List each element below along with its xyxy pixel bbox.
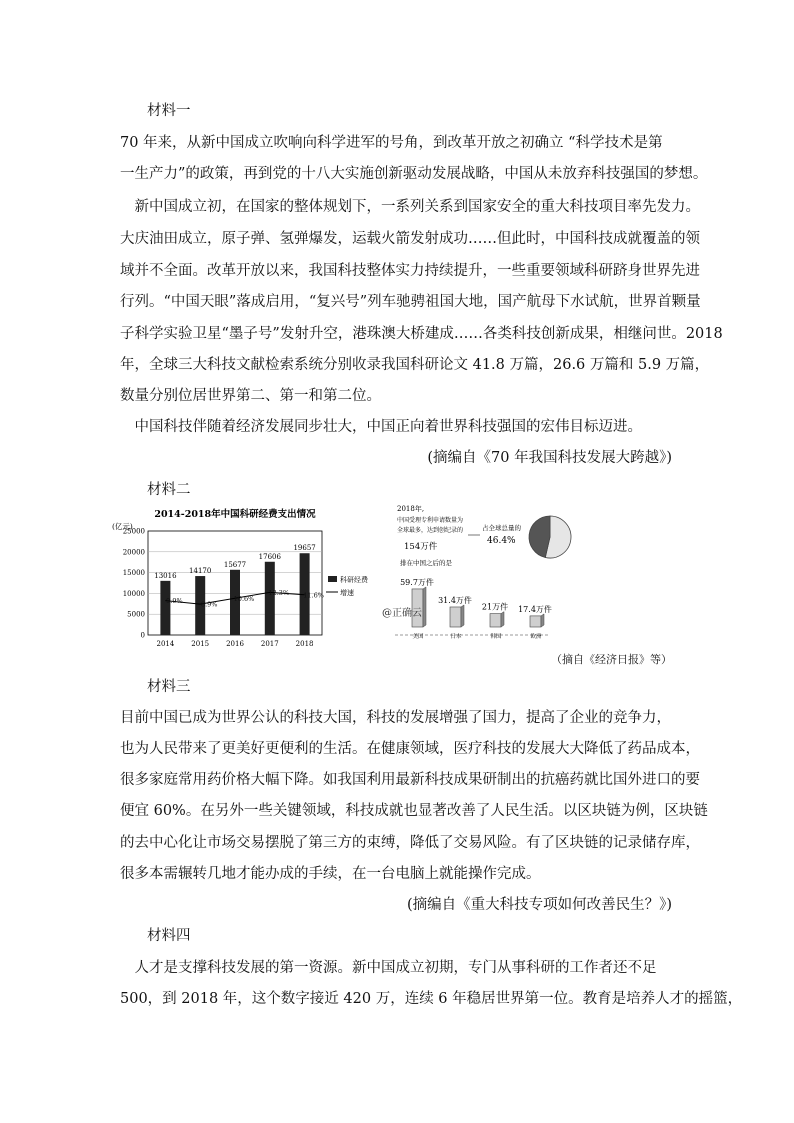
bar-value-label: 17606 [258, 552, 281, 561]
paragraph-line: 500，到 2018 年，这个数字接近 420 万，连续 6 年稳居世界第一位。教育是培养人才的摇篮， [120, 991, 743, 1007]
growth-value-label: 8.9% [200, 600, 218, 609]
x-tick-label: 2014 [156, 640, 175, 648]
patent-bar-side [423, 587, 426, 627]
ranked-after-label: 排在中国之后的是 [400, 559, 452, 567]
paragraph-line: 的去中心化让市场交易摆脱了第三方的束缚，降低了交易风险。有了区块链的记录储存库， [120, 835, 700, 851]
patent-country-label: 欧洲 [530, 634, 542, 640]
source-citation: (摘编自《70 年我国科技发展大跨越》) [427, 450, 672, 466]
legend-bar-label: 科研经费 [340, 576, 368, 584]
patent-bar-side [501, 612, 504, 627]
legend-line-label: 增速 [340, 589, 354, 597]
x-tick-label: 2017 [260, 640, 279, 648]
patent-bar-side [461, 605, 464, 627]
growth-value-label: 11.6% [303, 591, 324, 600]
y-tick-label: 0 [140, 631, 145, 640]
growth-value-label: 10.6% [233, 594, 255, 603]
bar-value-label: 19657 [293, 544, 316, 553]
patent-bar [450, 607, 461, 627]
paragraph-line: 人才是支撑科技发展的第一资源。新中国成立初期，专门从事科研的工作者还不足 [120, 960, 657, 976]
legend-bar-swatch [328, 576, 337, 582]
bar-value-label: 15677 [223, 560, 247, 569]
y-axis-unit: (亿元) [112, 522, 133, 531]
x-tick-label: 2018 [295, 640, 314, 648]
watermark: @正确云 [382, 608, 422, 619]
paragraph-line: 也为人民带来了更美好更便利的生活。在健康领域，医疗科技的发展大大降低了药品成本， [120, 741, 700, 757]
patent-infographic [382, 505, 630, 665]
share-label: 占全球总量的 [482, 524, 521, 532]
paragraph-line: 年，全球三大科技文献检索系统分别收录我国科研论文 41.8 万篇，26.6 万篇和 5.9 万篇， [120, 357, 710, 373]
y-tick-label: 20000 [122, 548, 145, 557]
material-1-heading: 材料一 [147, 103, 191, 119]
paragraph-line: 中国科技伴随着经济发展同步壮大，中国正向着世界科技强国的宏伟目标迈进。 [120, 419, 642, 435]
paragraph-line: 目前中国已成为世界公认的科技大国，科技的发展增强了国力，提高了企业的竞争力， [120, 710, 671, 726]
spending-bar-chart [110, 505, 368, 650]
material-4-heading: 材料四 [147, 928, 191, 944]
y-tick-label: 25000 [122, 527, 145, 536]
patent-bar [490, 614, 501, 627]
pie-slice-china [529, 516, 550, 557]
material-2-heading: 材料二 [147, 482, 191, 498]
y-tick-label: 5000 [127, 610, 145, 619]
bar-value-label: 13016 [154, 571, 177, 580]
patent-country-label: 美国 [412, 634, 424, 640]
y-tick-label: 10000 [122, 589, 145, 598]
y-tick-label: 15000 [122, 569, 145, 578]
patent-value-label: 59.7万件 [400, 577, 434, 587]
patent-country-label: 韩国 [490, 634, 502, 640]
source-citation: （摘自《经济日报》等） [551, 653, 672, 666]
patent-bar-side [541, 614, 544, 627]
paragraph-line: 很多本需辗转几地才能办成的手续，在一台电脑上就能操作完成。 [120, 866, 541, 882]
growth-value-label: 9.9% [166, 597, 183, 606]
paragraph-line: 行列。“中国天眼”落成启用，“复兴号”列车驰骋祖国大地，国产航母下水试航，世界首颗量 [120, 294, 701, 310]
patent-bar [530, 616, 541, 627]
paragraph-line: 数量分别位居世界第二、第一和第二位。 [120, 388, 381, 404]
bar-value-label: 14170 [189, 567, 212, 576]
patent-value-label: 17.4万件 [518, 604, 552, 614]
paragraph-line: 域并不全面。改革开放以来，我国科技整体实力持续提升，一些重要领域科研跻身世界先进 [120, 263, 700, 279]
paragraph-line: 一生产力”的政策，再到党的十八大实施创新驱动发展战略，中国从未放弃科技强国的梦想。 [120, 166, 708, 182]
paragraph-line: 很多家庭常用药价格大幅下降。如我国利用最新科技成果研制出的抗癌药就比国外进口的要 [120, 772, 700, 788]
paragraph-line: 70 年来，从新中国成立吹响向科学进军的号角，到改革开放之初确立 “科学技术是第 [120, 135, 663, 151]
share-value: 46.4% [487, 536, 516, 546]
patent-value-label: 21万件 [481, 602, 509, 612]
paragraph-line: 新中国成立初，在国家的整体规划下，一系列关系到国家安全的重大科技项目率先发力。 [120, 199, 700, 215]
source-citation: (摘编自《重大科技专项如何改善民生？》) [406, 897, 672, 913]
patent-value-label: 31.4万件 [438, 595, 472, 605]
intro-line: 全球最多，达到创纪录的 [397, 527, 464, 534]
paragraph-line: 大庆油田成立，原子弹、氢弹爆发，运载火箭发射成功……但此时，中国科技成就覆盖的领 [120, 231, 700, 247]
paragraph-line: 便宜 60%。在另外一些关键领域，科技成就也显著改善了人民生活。以区块链为例，区块链 [120, 803, 708, 819]
spending-bar [160, 581, 170, 635]
total-patents: 154万件 [404, 542, 438, 552]
patent-country-label: 日本 [450, 634, 462, 640]
material-3-heading: 材料三 [147, 679, 191, 695]
spending-bar [265, 562, 275, 635]
chart-title: 2014-2018年中国科研经费支出情况 [154, 509, 316, 520]
x-tick-label: 2015 [191, 640, 210, 648]
paragraph-line: 子科学实验卫星“墨子号”发射升空，港珠澳大桥建成……各类科技创新成果，相继问世。2018 [120, 326, 723, 342]
intro-line: 中国受理专利申请数量为 [397, 517, 464, 524]
intro-line: 2018年, [397, 505, 425, 513]
growth-value-label: 12.3% [268, 588, 290, 597]
x-tick-label: 2016 [226, 640, 244, 648]
